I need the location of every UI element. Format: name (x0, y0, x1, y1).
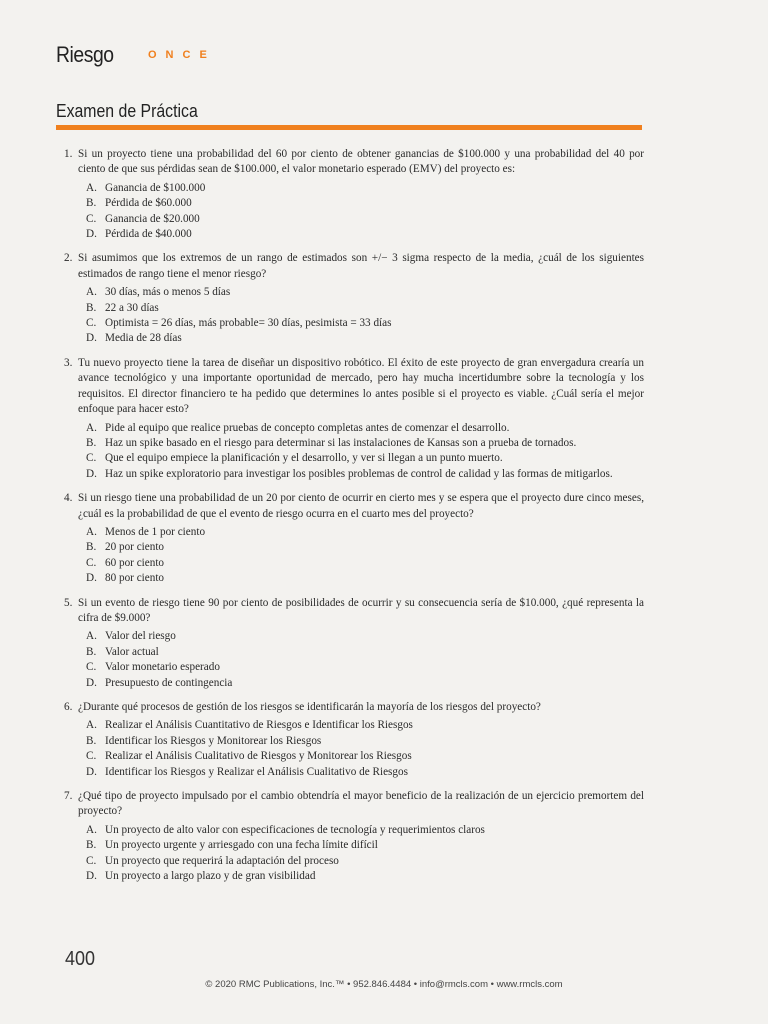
question-number: 1. (64, 148, 73, 160)
question-stem (64, 147, 644, 178)
option-letter: D. (86, 676, 97, 689)
question-stem (64, 789, 644, 820)
option-letter: C. (86, 854, 97, 867)
option-text: 80 por ciento (105, 572, 165, 585)
question-number: 7. (64, 790, 73, 803)
answer-option (86, 556, 644, 571)
question-item (64, 789, 644, 884)
option-letter: D. (86, 572, 97, 585)
question-text: Si un evento de riesgo tiene 90 por ciento de posibilidades de ocurrir y su consecuencia sería de $10.000, ¿qué representa la cifra de $9.000? (78, 596, 644, 624)
answer-option (86, 467, 644, 482)
chapter-number: ONCE (148, 49, 216, 61)
answer-option (86, 749, 644, 764)
option-text: Un proyecto que requerirá la adaptación del proceso (105, 854, 339, 867)
answer-option (86, 823, 644, 838)
option-text: Ganancia de $20.000 (105, 212, 200, 225)
option-letter: A. (86, 181, 97, 194)
answer-option (86, 869, 644, 884)
page-number: 400 (65, 948, 96, 970)
option-text: Valor monetario esperado (105, 661, 220, 674)
question-text: Si un proyecto tiene una probabilidad del 60 por ciento de obtener ganancias de $100.000 y una probabilidad del 40 por ciento de que sus pérdidas sean de $100.000, el valor monetario esperado (EMV) del proyecto es: (78, 148, 644, 176)
option-letter: A. (86, 630, 97, 643)
option-text: 22 a 30 días (105, 301, 159, 314)
option-letter: D. (86, 332, 97, 345)
option-letter: D. (86, 765, 97, 778)
option-text: Presupuesto de contingencia (105, 676, 233, 689)
question-item (64, 356, 644, 482)
option-text: Menos de 1 por ciento (105, 525, 206, 538)
section-title: Examen de Práctica (56, 101, 198, 121)
option-letter: A. (86, 719, 97, 732)
question-item (64, 251, 644, 346)
answer-options (86, 285, 644, 347)
option-letter: B. (86, 541, 97, 554)
question-number: 3. (64, 356, 73, 369)
question-number: 5. (64, 596, 73, 609)
option-text: Identificar los Riesgos y Realizar el Análisis Cualitativo de Riesgos (105, 765, 408, 778)
option-text: 20 por ciento (105, 541, 165, 554)
option-letter: B. (86, 645, 97, 658)
answer-option (86, 436, 644, 451)
answer-options (86, 181, 644, 243)
question-list (64, 147, 644, 893)
option-text: Realizar el Análisis Cualitativo de Riesgos y Monitorear los Riesgos (105, 750, 412, 763)
option-letter: C. (86, 317, 97, 330)
option-text: Pide al equipo que realice pruebas de concepto completas antes de comenzar el desarrollo. (105, 421, 510, 434)
option-letter: A. (86, 823, 97, 836)
question-item (64, 596, 644, 691)
option-text: Realizar el Análisis Cuantitativo de Riesgos e Identificar los Riesgos (105, 719, 413, 732)
option-text: Un proyecto urgente y arriesgado con una fecha límite difícil (105, 839, 378, 852)
question-item (64, 700, 644, 780)
chapter-title: Riesgo (56, 42, 114, 67)
answer-option (86, 331, 644, 346)
question-stem (64, 596, 644, 627)
answer-option (86, 660, 644, 675)
question-number: 6. (64, 701, 73, 713)
answer-option (86, 301, 644, 316)
option-letter: B. (86, 436, 97, 449)
answer-options (86, 823, 644, 885)
answer-option (86, 227, 644, 242)
answer-option (86, 838, 644, 853)
question-stem (64, 356, 644, 418)
answer-options (86, 525, 644, 587)
option-text: Identificar los Riesgos y Monitorear los Riesgos (105, 734, 322, 747)
answer-options (86, 421, 644, 483)
option-letter: C. (86, 750, 97, 763)
option-text: Haz un spike basado en el riesgo para determinar si las instalaciones de Kansas son a prueba de tornados. (105, 436, 577, 449)
option-text: Valor del riesgo (105, 630, 176, 643)
question-text: ¿Qué tipo de proyecto impulsado por el cambio obtendría el mayor beneficio de la realización de un ejercicio premortem del proyecto? (78, 790, 644, 818)
question-text: Tu nuevo proyecto tiene la tarea de diseñar un dispositivo robótico. El éxito de este proyecto de gran envergadura crearía un avance tecnológico y una importante oportunidad de mercado, pero hay mucha incertidumbre sobre la tecnología y los requisitos. El director financiero te ha pedido que determines lo antes posible si el proyecto es viable. ¿Cuál sería el mejor enfoque para hacer esto? (78, 356, 644, 416)
answer-option (86, 285, 644, 300)
option-letter: B. (86, 734, 97, 747)
question-stem (64, 700, 644, 715)
answer-option (86, 645, 644, 660)
option-letter: C. (86, 452, 97, 465)
question-stem (64, 491, 644, 522)
option-text: Media de 28 días (105, 332, 182, 345)
question-text: Si un riesgo tiene una probabilidad de un 20 por ciento de ocurrir en cierto mes y se espera que el proyecto dure cinco meses, ¿cuál es la probabilidad de que el evento de riesgo ocurra en el cuarto mes del proyecto? (78, 492, 644, 520)
option-letter: A. (86, 525, 97, 538)
answer-option (86, 181, 644, 196)
option-text: Pérdida de $60.000 (105, 197, 192, 210)
question-item (64, 147, 644, 242)
option-letter: C. (86, 212, 97, 225)
option-letter: B. (86, 197, 97, 210)
option-letter: D. (86, 228, 97, 241)
option-letter: C. (86, 661, 97, 674)
option-text: 30 días, más o menos 5 días (105, 286, 231, 299)
footer-copyright: © 2020 RMC Publications, Inc.™ • 952.846.4484 • info@rmcls.com • www.rmcls.com (205, 979, 563, 990)
answer-option (86, 718, 644, 733)
answer-option (86, 765, 644, 780)
answer-option (86, 571, 644, 586)
option-letter: C. (86, 556, 97, 569)
option-letter: D. (86, 870, 97, 883)
option-text: Pérdida de $40.000 (105, 228, 192, 241)
orange-divider (56, 125, 642, 130)
answer-option (86, 196, 644, 211)
option-text: 60 por ciento (105, 556, 165, 569)
option-text: Que el equipo empiece la planificación y el desarrollo, y ver si llegan a un punto muerto. (105, 452, 503, 465)
option-text: Valor actual (105, 645, 159, 658)
answer-option (86, 540, 644, 555)
answer-option (86, 316, 644, 331)
answer-option (86, 629, 644, 644)
answer-option (86, 212, 644, 227)
question-number: 2. (64, 252, 73, 265)
option-text: Ganancia de $100.000 (105, 181, 206, 194)
answer-options (86, 629, 644, 691)
answer-option (86, 525, 644, 540)
option-text: Un proyecto a largo plazo y de gran visibilidad (105, 870, 316, 883)
option-text: Un proyecto de alto valor con especificaciones de tecnología y requerimientos claros (105, 823, 485, 836)
question-text: Si asumimos que los extremos de un rango de estimados son +/− 3 sigma respecto de la media, ¿cuál de los siguientes estimados de rango tiene el menor riesgo? (78, 252, 644, 280)
answer-option (86, 734, 644, 749)
option-letter: B. (86, 839, 97, 852)
question-item (64, 491, 644, 586)
question-number: 4. (64, 492, 73, 505)
answer-option (86, 854, 644, 869)
option-text: Optimista = 26 días, más probable= 30 días, pesimista = 33 días (105, 317, 392, 330)
option-letter: B. (86, 301, 97, 314)
question-text: ¿Durante qué procesos de gestión de los riesgos se identificarán la mayoría de los riesgos del proyecto? (78, 701, 541, 713)
question-stem (64, 251, 644, 282)
answer-options (86, 718, 644, 780)
option-letter: A. (86, 286, 97, 299)
option-text: Haz un spike exploratorio para investigar los posibles problemas de control de calidad y las formas de mitigarlos. (105, 467, 613, 480)
answer-option (86, 451, 644, 466)
option-letter: A. (86, 421, 97, 434)
answer-option (86, 676, 644, 691)
answer-option (86, 421, 644, 436)
option-letter: D. (86, 467, 97, 480)
